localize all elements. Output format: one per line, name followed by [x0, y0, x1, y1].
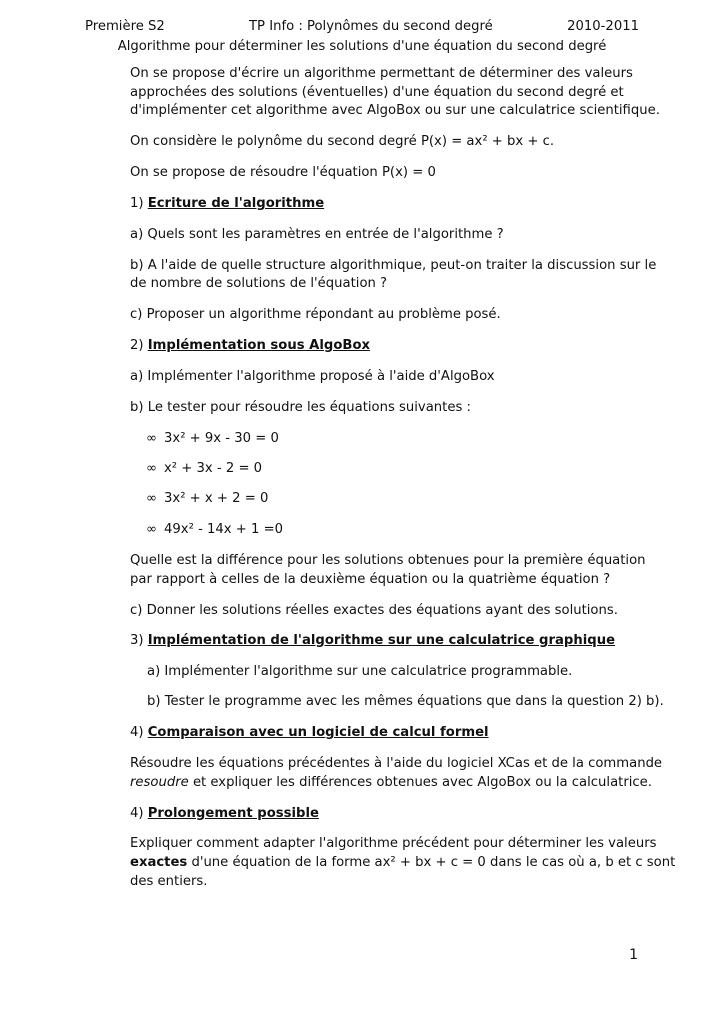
section-2-title: Implémentation sous AlgoBox: [147, 338, 371, 353]
infinity-bullet-icon: ∞: [146, 491, 157, 506]
section-5-line-3: des entiers.: [130, 874, 208, 889]
header-year: 2010-2011: [567, 19, 639, 34]
section-3-heading: [130, 631, 635, 650]
equation-text: x² + 3x - 2 = 0: [164, 461, 263, 476]
section-5-heading: [130, 804, 635, 823]
section-1-heading: [130, 194, 635, 213]
section-2-heading: [130, 336, 635, 355]
intro-line-3: d'implémenter cet algorithme avec AlgoBox ou sur une calculatrice scientifique.: [130, 103, 660, 118]
section-4-heading: [130, 723, 635, 742]
equation-text: 3x² + x + 2 = 0: [164, 491, 269, 506]
section-4-number: 4): [130, 725, 148, 740]
document-subtitle: Algorithme pour déterminer les solutions d'une équation du second degré: [117, 39, 607, 54]
question-3a: a) Implémenter l'algorithme sur une calculatrice programmable.: [147, 664, 573, 679]
section-4-title: Comparaison avec un logiciel de calcul formel: [147, 725, 489, 740]
section-5-line-2: [130, 853, 676, 872]
infinity-bullet-icon: ∞: [146, 431, 157, 446]
section-5-title: Prolongement possible: [147, 806, 319, 821]
section-5-number: 4): [130, 806, 148, 821]
section-3-title: Implémentation de l'algorithme sur une calculatrice graphique: [147, 633, 616, 648]
section-3-number: 3): [130, 633, 148, 648]
question-3b: b) Tester le programme avec les mêmes équations que dans la question 2) b).: [147, 694, 664, 709]
section-4-line-2-rest: et expliquer les différences obtenues avec AlgoBox ou la calculatrice.: [188, 775, 652, 790]
header-class: Première S2: [85, 19, 165, 34]
question-2b-followup-line-1: Quelle est la différence pour les solutions obtenues pour la première équation: [130, 553, 646, 568]
equation-item: [146, 520, 283, 539]
question-1b-line-2: de nombre de solutions de l'équation ?: [130, 276, 388, 291]
question-1a: a) Quels sont les paramètres en entrée de l'algorithme ?: [130, 227, 504, 242]
polynomial-definition: On considère le polynôme du second degré P(x) = ax² + bx + c.: [130, 134, 555, 149]
equation-item: [146, 459, 262, 478]
equation-item: [146, 429, 279, 448]
intro-line-2: approchées des solutions (éventuelles) d'une équation du second degré et: [130, 85, 624, 100]
equation-statement: On se propose de résoudre l'équation P(x) = 0: [130, 165, 436, 180]
exactes-emphasis: exactes: [130, 855, 188, 870]
section-5-line-1: Expliquer comment adapter l'algorithme précédent pour déterminer les valeurs: [130, 836, 657, 851]
section-1-number: 1): [130, 196, 148, 211]
equation-item: [146, 489, 268, 508]
page-number: 1: [629, 947, 638, 963]
section-2-number: 2): [130, 338, 148, 353]
question-1b-line-1: b) A l'aide de quelle structure algorithmique, peut-on traiter la discussion sur le: [130, 258, 657, 273]
section-5-line-2-rest: d'une équation de la forme ax² + bx + c = 0 dans le cas où a, b et c sont: [187, 855, 676, 870]
question-2a: a) Implémenter l'algorithme proposé à l'aide d'AlgoBox: [130, 369, 495, 384]
infinity-bullet-icon: ∞: [146, 461, 157, 476]
question-1c: c) Proposer un algorithme répondant au problème posé.: [130, 307, 501, 322]
equation-text: 49x² - 14x + 1 =0: [164, 522, 284, 537]
question-2b-followup-line-2: par rapport à celles de la deuxième équation ou la quatrième équation ?: [130, 572, 611, 587]
header-title: TP Info : Polynômes du second degré: [249, 19, 493, 34]
resoudre-command: resoudre: [130, 775, 189, 790]
section-4-line-2: [130, 773, 652, 792]
intro-line-1: On se propose d'écrire un algorithme permettant de déterminer des valeurs: [130, 66, 633, 81]
question-2c: c) Donner les solutions réelles exactes des équations ayant des solutions.: [130, 603, 618, 618]
infinity-bullet-icon: ∞: [146, 522, 157, 537]
section-4-line-1: Résoudre les équations précédentes à l'aide du logiciel XCas et de la commande: [130, 756, 663, 771]
equation-text: 3x² + 9x - 30 = 0: [164, 431, 279, 446]
question-2b: b) Le tester pour résoudre les équations suivantes :: [130, 400, 471, 415]
section-1-title: Ecriture de l'algorithme: [147, 196, 325, 211]
